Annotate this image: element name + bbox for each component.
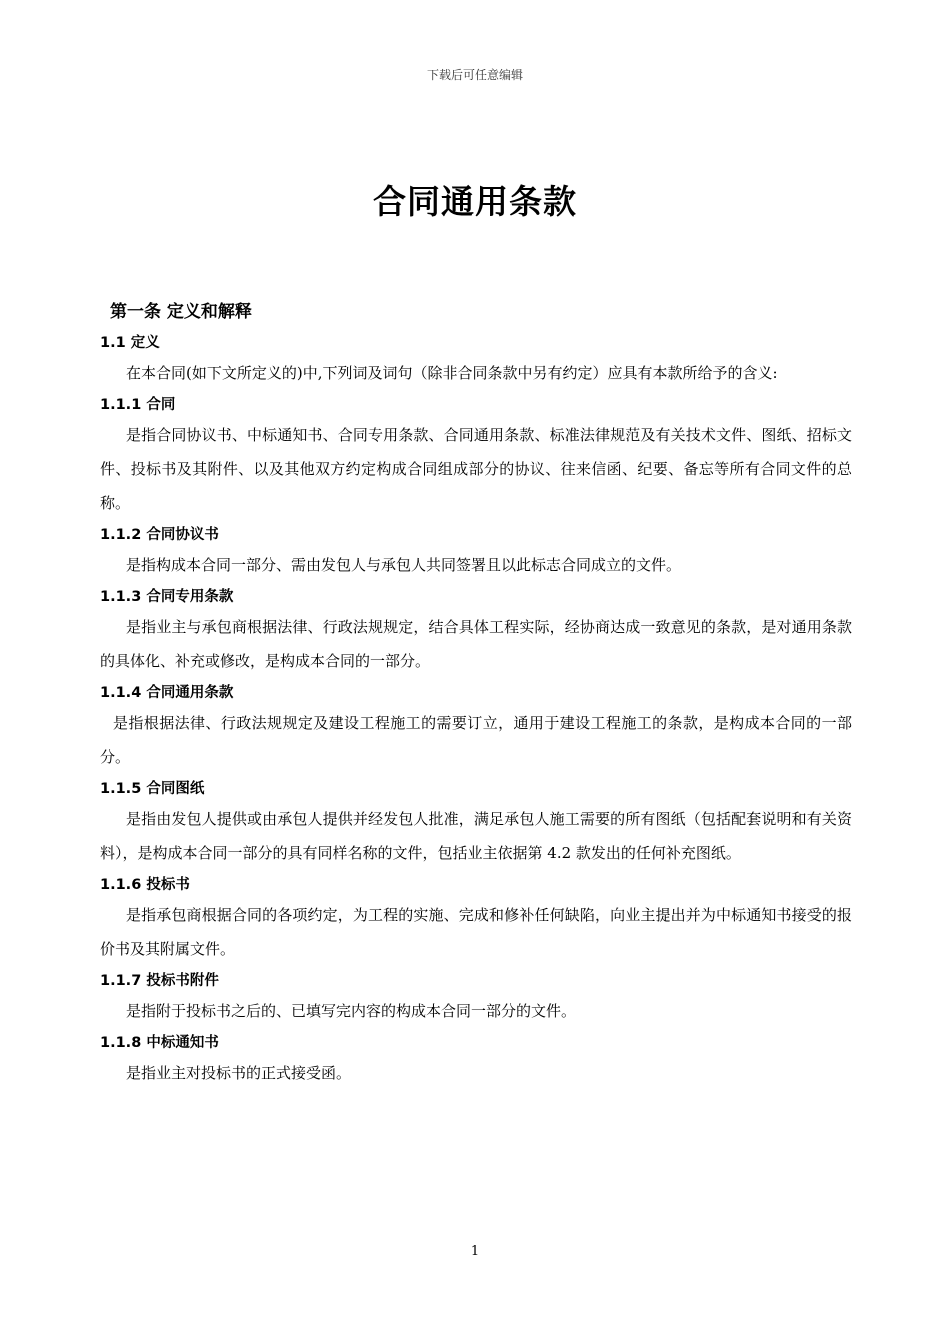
item-heading-1-1-1: 1.1.1 合同 xyxy=(100,397,176,413)
item-paragraph-1-1-6: 是指承包商根据合同的各项约定，为工程的实施、完成和修补任何缺陷，向业主提出并为中标通知书接受的报价书及其附属文件。 xyxy=(100,906,852,958)
item-heading-1-1-7: 1.1.7 投标书附件 xyxy=(100,973,219,989)
item-heading-1-1-3: 1.1.3 合同专用条款 xyxy=(100,589,234,605)
item-paragraph-1-1-4: 是指根据法律、行政法规规定及建设工程施工的需要订立，通用于建设工程施工的条款，是构成本合同的一部分。 xyxy=(100,714,852,766)
article-title: 第一条 定义和解释 xyxy=(110,302,252,322)
item-paragraph-1-1-7: 是指附于投标书之后的、已填写完内容的构成本合同一部分的文件。 xyxy=(126,1002,577,1020)
item-heading-1-1-2: 1.1.2 合同协议书 xyxy=(100,527,219,543)
item-paragraph-1-1-3: 是指业主与承包商根据法律、行政法规规定，结合具体工程实际，经协商达成一致意见的条款，是对通用条款的具体化、补充或修改，是构成本合同的一部分。 xyxy=(100,618,852,670)
item-heading-1-1-4: 1.1.4 合同通用条款 xyxy=(100,685,234,701)
document-body xyxy=(100,298,852,1090)
page-number: 1 xyxy=(470,1244,480,1259)
item-heading-1-1-6: 1.1.6 投标书 xyxy=(100,877,190,893)
section-heading-1-1: 1.1 定义 xyxy=(100,335,160,351)
page-header-note: 下载后可任意编辑 xyxy=(426,68,523,82)
item-paragraph-1-1-8: 是指业主对投标书的正式接受函。 xyxy=(126,1064,352,1082)
section-paragraph-1-1: 在本合同(如下文所定义的)中,下列词及词句（除非合同条款中另有约定）应具有本款所给予的含义: xyxy=(126,364,778,382)
item-paragraph-1-1-5: 是指由发包人提供或由承包人提供并经发包人批准，满足承包人施工需要的所有图纸（包括配套说明和有关资料），是构成本合同一部分的具有同样名称的文件，包括业主依据第 4.2 款发出的任何补充图纸。 xyxy=(100,810,852,862)
item-paragraph-1-1-1: 是指合同协议书、中标通知书、合同专用条款、合同通用条款、标准法律规范及有关技术文件、图纸、招标文件、投标书及其附件、以及其他双方约定构成合同组成部分的协议、往来信函、纪要、备忘等所有合同文件的总称。 xyxy=(100,426,852,512)
item-heading-1-1-5: 1.1.5 合同图纸 xyxy=(100,781,205,797)
document-title: 合同通用条款 xyxy=(373,182,577,221)
item-paragraph-1-1-2: 是指构成本合同一部分、需由发包人与承包人共同签署且以此标志合同成立的文件。 xyxy=(126,556,682,574)
item-heading-1-1-8: 1.1.8 中标通知书 xyxy=(100,1035,219,1051)
